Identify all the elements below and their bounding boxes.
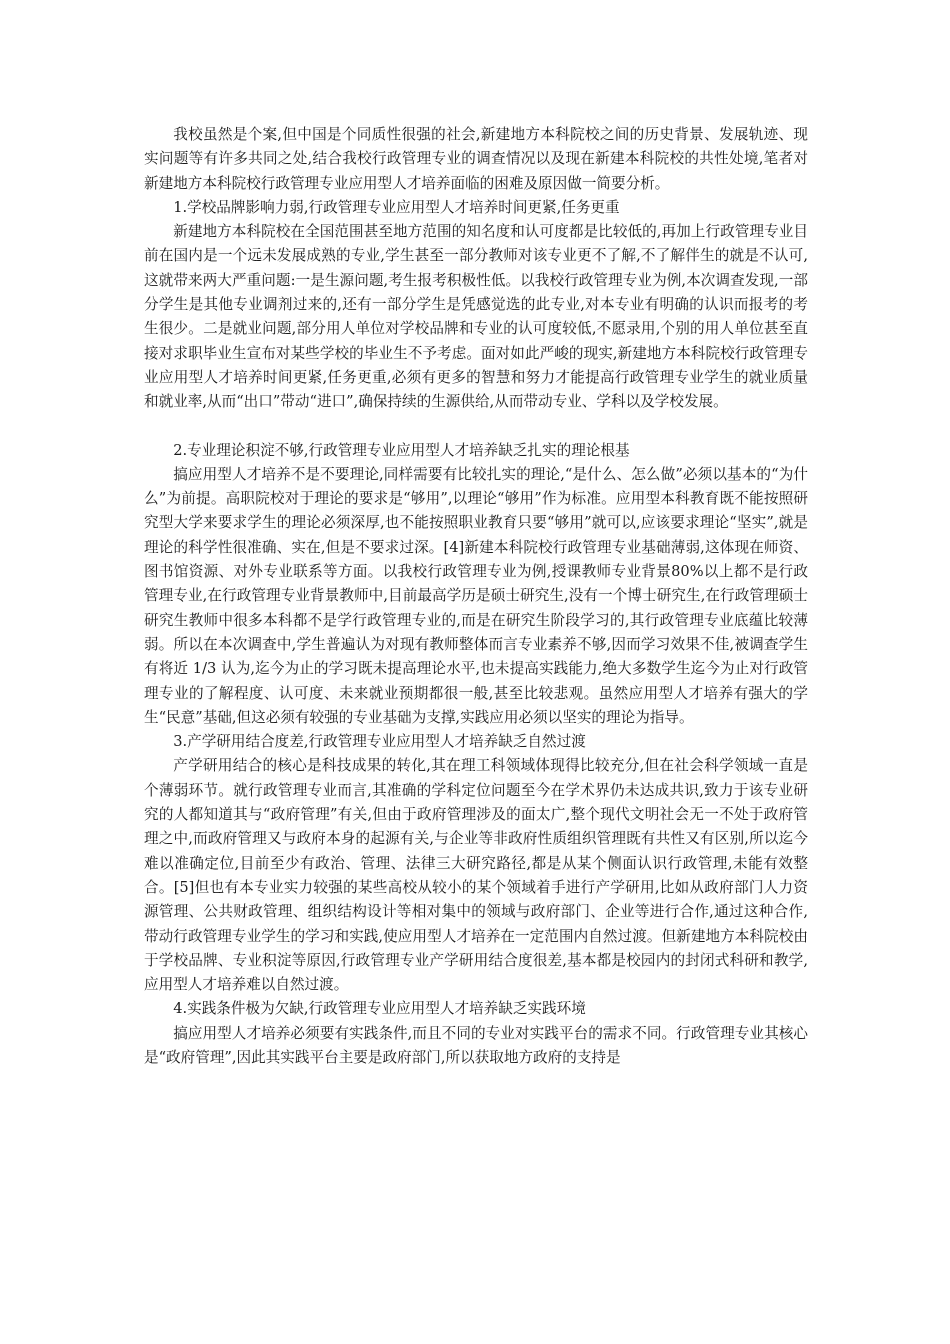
section-heading-3: 3.产学研用结合度差,行政管理专业应用型人才培养缺乏自然过渡 [173,733,586,751]
section-3-paragraph: 产学研用结合的核心是科技成果的转化,其在理工科领域体现得比较充分,但在社会科学领域一直是个薄弱环节。就行政管理专业而言,其准确的学科定位问题至今在学术界仍未达成共识,致力于该专业研究的人都知道其与“政府管理”有关,但由于政府管理涉及的面太广,整个现代文明社会无一不处于政府管理之中,而政府管理又与政府本身的起源有关,与企业等非政府性质组织管理既有共性又有区别,所以迄今难以准确定位,目前至少有政治、管理、法律三大研究路径,都是从某个侧面认识行政管理,未能有效整合。[5]但也有本专业实力较强的某些高校从较小的某个领域着手进行产学研用,比如从政府部门人力资源管理、公共财政管理、组织结构设计等相对集中的领域与政府部门、企业等进行合作,通过这种合作,带动行政管理专业学生的学习和实践,使应用型人才培养在一定范围内自然过渡。但新建地方本科院校由于学校品牌、专业积淀等原因,行政管理专业产学研用结合度很差,基本都是校园内的封闭式科研和教学,应用型人才培养难以自然过渡。 [144,757,808,994]
section-heading-2: 2.专业理论积淀不够,行政管理专业应用型人才培养缺乏扎实的理论根基 [173,441,630,459]
document-body [144,123,808,1070]
section-heading-1: 1.学校品牌影响力弱,行政管理专业应用型人才培养时间更紧,任务更重 [173,198,620,216]
section-heading-4: 4.实践条件极为欠缺,行政管理专业应用型人才培养缺乏实践环境 [173,1000,586,1018]
intro-paragraph: 我校虽然是个案,但中国是个同质性很强的社会,新建地方本科院校之间的历史背景、发展轨迹、现实问题等有许多共同之处,结合我校行政管理专业的调查情况以及现在新建本科院校的共性处境,笔者对新建地方本科院校行政管理专业应用型人才培养面临的困难及原因做一简要分析。 [144,126,808,192]
blank-line [144,415,808,439]
section-2-paragraph: 搞应用型人才培养不是不要理论,同样需要有比较扎实的理论,“是什么、怎么做”必须以基本的“为什么”为前提。高职院校对于理论的要求是“够用”,以理论“够用”作为标准。应用型本科教育既不能按照研究型大学来要求学生的理论必须深厚,也不能按照职业教育只要“够用”就可以,应该要求理论“坚实”,就是理论的科学性很准确、实在,但是不要求过深。[4]新建本科院校行政管理专业基础薄弱,这体现在师资、图书馆资源、对外专业联系等方面。以我校行政管理专业为例,授课教师专业背景80%以上都不是行政管理专业,在行政管理专业背景教师中,目前最高学历是硕士研究生,没有一个博士研究生,在行政管理硕士研究生教师中很多本科都不是学行政管理专业的,而是在研究生阶段学习的,其行政管理专业底蕴比较薄弱。所以在本次调查中,学生普遍认为对现有教师整体而言专业素养不够,因而学习效果不佳,被调查学生有将近 1/3 认为,迄今为止的学习既未提高理论水平,也未提高实践能力,绝大多数学生迄今为止对行政管理专业的了解程度、认可度、未来就业预期都很一般,甚至比较悲观。虽然应用型人才培养有强大的学生“民意”基础,但这必须有较强的专业基础为支撑,实践应用必须以坚实的理论为指导。 [144,465,808,726]
section-4-paragraph: 搞应用型人才培养必须要有实践条件,而且不同的专业对实践平台的需求不同。行政管理专业其核心是“政府管理”,因此其实践平台主要是政府部门,所以获取地方政府的支持是 [144,1024,808,1066]
section-1-paragraph: 新建地方本科院校在全国范围甚至地方范围的知名度和认可度都是比较低的,再加上行政管理专业目前在国内是一个远未发展成熟的专业,学生甚至一部分教师对该专业更不了解,不了解伴生的就是不认可,这就带来两大严重问题:一是生源问题,考生报考积极性低。以我校行政管理专业为例,本次调查发现,一部分学生是其他专业调剂过来的,还有一部分学生是凭感觉选的此专业,对本专业有明确的认识而报考的考生很少。二是就业问题,部分用人单位对学校品牌和专业的认可度较低,不愿录用,个别的用人单位甚至直接对求职毕业生宣布对某些学校的毕业生不予考虑。面对如此严峻的现实,新建地方本科院校行政管理专业应用型人才培养时间更紧,任务更重,必须有更多的智慧和努力才能提高行政管理专业学生的就业质量和就业率,从而“出口”带动“进口”,确保持续的生源供给,从而带动专业、学科以及学校发展。 [144,223,808,411]
